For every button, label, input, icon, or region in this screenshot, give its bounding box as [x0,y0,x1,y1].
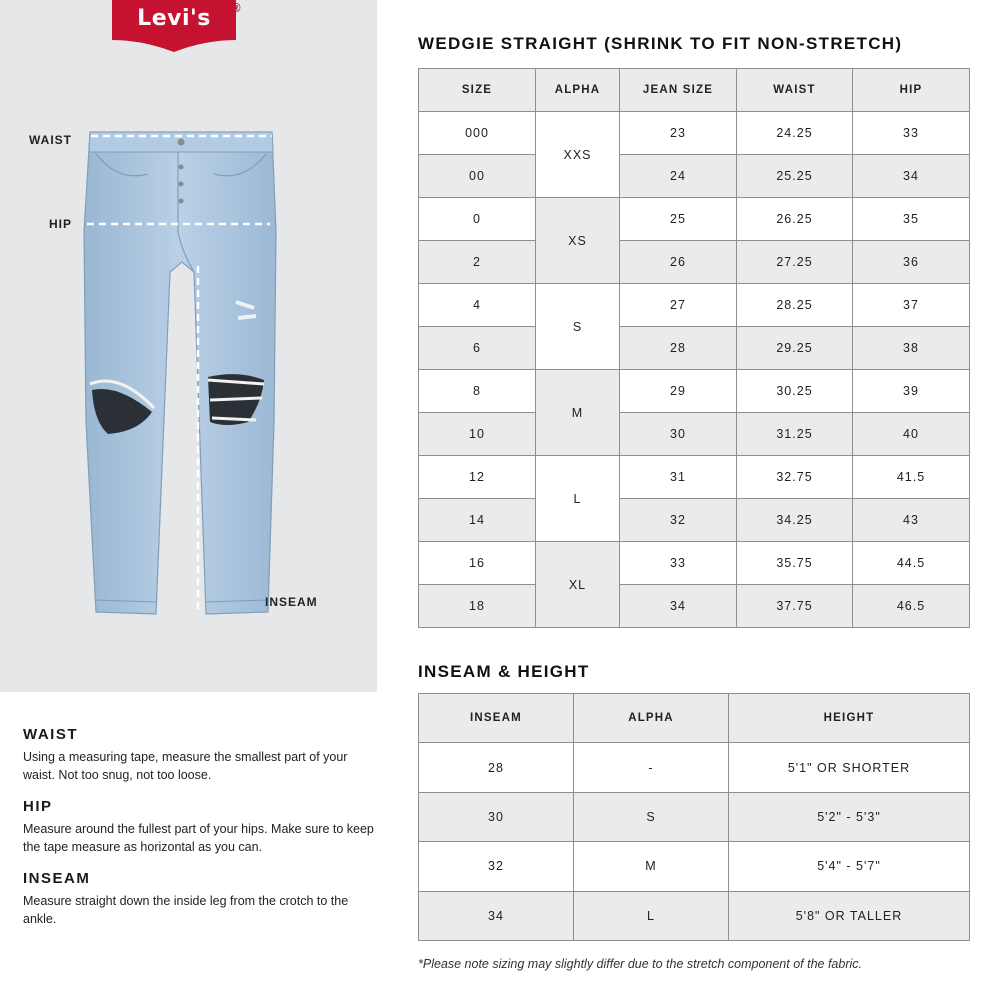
table-row [419,456,970,499]
hip-cell: 40 [853,413,970,456]
size-chart-table [418,68,970,628]
waist-figure-label: WAIST [29,133,72,147]
alpha-cell: L [574,891,729,940]
hip-description-text: Measure around the fullest part of your hips. Make sure to keep the tape measure as horizontal as you can. [23,822,374,854]
size-cell: 0 [419,198,536,241]
jean-size-cell: 34 [620,585,737,628]
alpha-cell: M [574,842,729,891]
jean-size-cell: 32 [620,499,737,542]
size-cell: 2 [419,241,536,284]
waist-cell: 25.25 [737,155,853,198]
inseam-description-title: INSEAM [23,870,91,887]
alpha-cell: XXS [536,112,620,198]
jeans-image [78,122,286,622]
waist-header: WAIST [737,69,853,112]
jean-size-header: JEAN SIZE [620,69,737,112]
waist-cell: 24.25 [737,112,853,155]
jean-size-cell: 29 [620,370,737,413]
height-cell: 5'1" OR SHORTER [729,743,970,792]
size-cell: 16 [419,542,536,585]
size-cell: 12 [419,456,536,499]
height-cell: 5'4" - 5'7" [729,842,970,891]
table-row [419,891,970,940]
table-row [419,499,970,542]
inseam-description-text: Measure straight down the inside leg from the crotch to the ankle. [23,894,349,926]
sizing-footnote: *Please note sizing may slightly differ due to the stretch component of the fabric. [418,957,862,971]
hip-figure-label: HIP [49,217,73,231]
table-row [419,112,970,155]
table-row [419,241,970,284]
table-row [419,413,970,456]
jean-size-cell: 26 [620,241,737,284]
inseam-cell: 34 [419,891,574,940]
inseam-description [23,870,383,928]
jean-size-cell: 25 [620,198,737,241]
jean-size-cell: 27 [620,284,737,327]
hip-description-title: HIP [23,798,53,815]
waist-cell: 35.75 [737,542,853,585]
hip-cell: 44.5 [853,542,970,585]
registered-mark: ® [231,0,241,15]
jean-size-cell: 33 [620,542,737,585]
hip-cell: 39 [853,370,970,413]
hip-cell: 37 [853,284,970,327]
inseam-header: INSEAM [419,694,574,743]
alpha-cell: L [536,456,620,542]
table-row [419,542,970,585]
waist-cell: 29.25 [737,327,853,370]
waist-cell: 27.25 [737,241,853,284]
inseam-cell: 30 [419,792,574,841]
height-cell: 5'8" OR TALLER [729,891,970,940]
size-cell: 4 [419,284,536,327]
hip-cell: 43 [853,499,970,542]
waist-description [23,726,383,784]
waist-cell: 34.25 [737,499,853,542]
alpha-cell: XS [536,198,620,284]
waist-cell: 32.75 [737,456,853,499]
inseam-figure-label: INSEAM [265,595,318,609]
size-cell: 6 [419,327,536,370]
height-header: HEIGHT [729,694,970,743]
hip-cell: 34 [853,155,970,198]
jean-size-cell: 24 [620,155,737,198]
hip-cell: 35 [853,198,970,241]
hip-cell: 33 [853,112,970,155]
table-row [419,370,970,413]
alpha-cell: S [574,792,729,841]
hip-header: HIP [853,69,970,112]
height-cell: 5'2" - 5'3" [729,792,970,841]
size-cell: 14 [419,499,536,542]
waist-cell: 31.25 [737,413,853,456]
size-cell: 000 [419,112,536,155]
alpha-cell: S [536,284,620,370]
waist-description-title: WAIST [23,726,78,743]
hip-cell: 38 [853,327,970,370]
waist-cell: 30.25 [737,370,853,413]
waist-cell: 37.75 [737,585,853,628]
alpha-cell: - [574,743,729,792]
size-chart-title: WEDGIE STRAIGHT (SHRINK TO FIT NON-STRETCH) [418,34,903,53]
waist-description-text: Using a measuring tape, measure the smallest part of your waist. Not too snug, not too loose. [23,750,348,782]
hip-description [23,798,383,856]
table-row [419,284,970,327]
waist-cell: 26.25 [737,198,853,241]
hip-cell: 41.5 [853,456,970,499]
jeans-illustration-panel [0,0,377,692]
alpha-cell: XL [536,542,620,628]
inseam-chart-table [418,693,970,941]
table-row [419,842,970,891]
logo-text: Levi's [137,6,211,31]
table-row [419,743,970,792]
table-row [419,585,970,628]
waist-cell: 28.25 [737,284,853,327]
hip-cell: 36 [853,241,970,284]
table-row [419,792,970,841]
jeans-drawing [78,122,286,622]
inseam-cell: 28 [419,743,574,792]
jean-size-cell: 31 [620,456,737,499]
inseam-chart-title: INSEAM & HEIGHT [418,662,590,681]
size-cell: 18 [419,585,536,628]
jean-size-cell: 28 [620,327,737,370]
size-cell: 10 [419,413,536,456]
hip-cell: 46.5 [853,585,970,628]
table-row [419,155,970,198]
inseam-cell: 32 [419,842,574,891]
jean-size-cell: 23 [620,112,737,155]
alpha-header: ALPHA [536,69,620,112]
alpha-header: ALPHA [574,694,729,743]
levis-logo [112,0,242,52]
alpha-cell: M [536,370,620,456]
table-row [419,327,970,370]
size-header: SIZE [419,69,536,112]
size-cell: 8 [419,370,536,413]
table-row [419,198,970,241]
jean-size-cell: 30 [620,413,737,456]
size-cell: 00 [419,155,536,198]
